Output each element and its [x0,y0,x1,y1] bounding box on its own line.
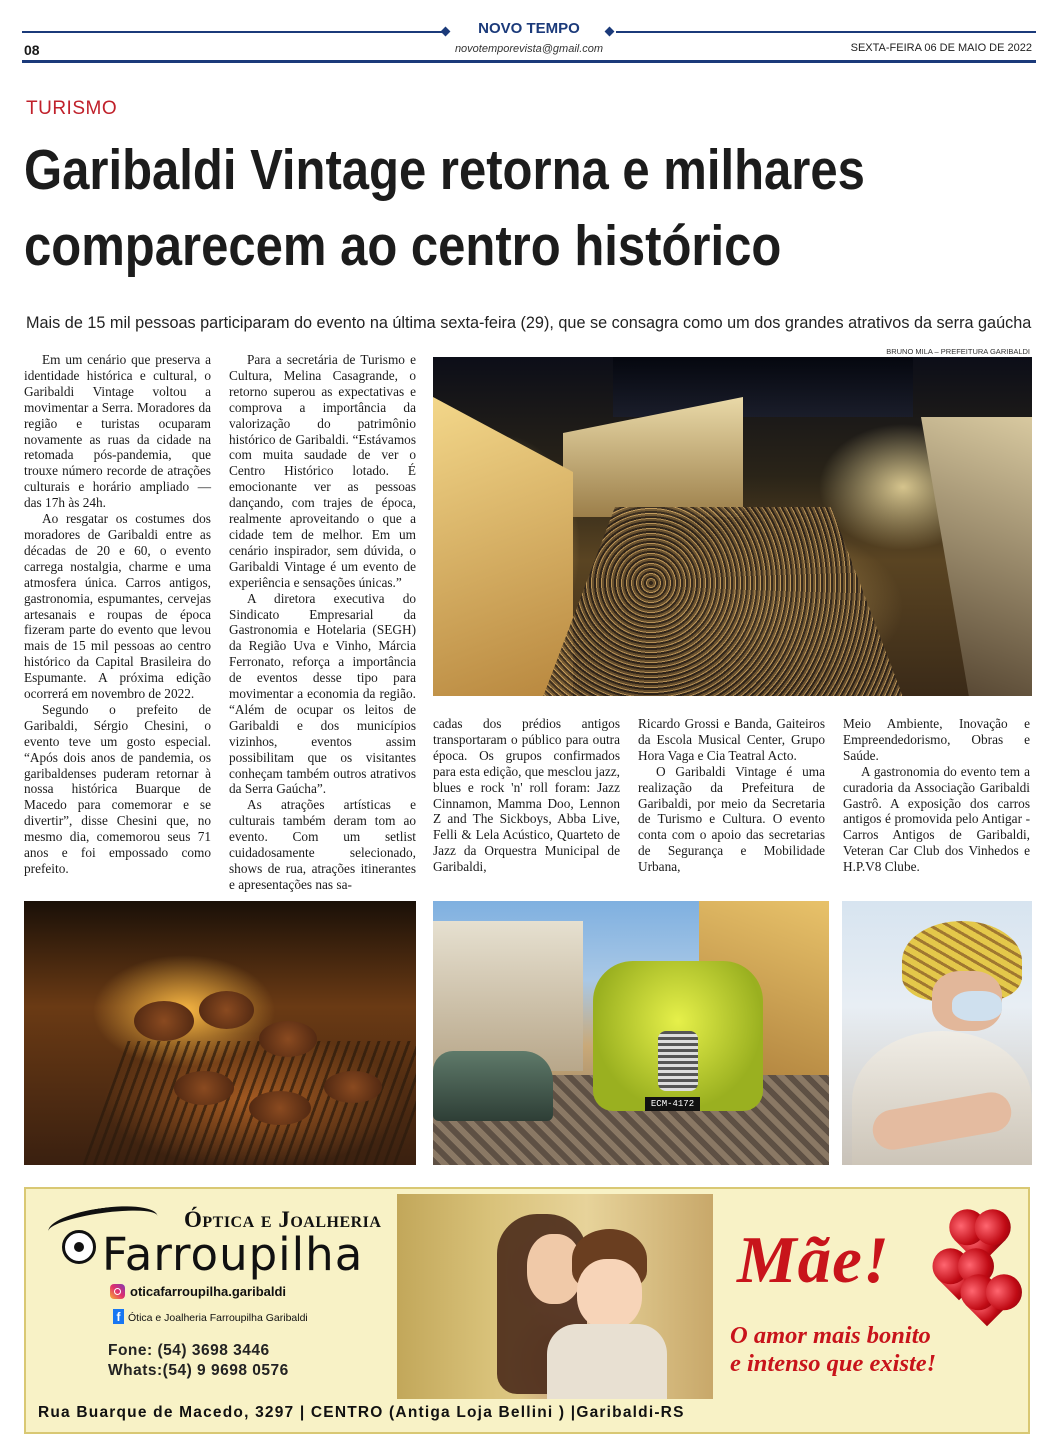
article-standfirst: Mais de 15 mil pessoas participaram do evento na última sexta-feira (29), que se consagra como um dos grandes atrativos da serra gaúcha [26,313,1032,332]
facebook-icon: f [113,1309,124,1324]
ad-mother-child-photo [397,1194,713,1399]
photo-child-face [577,1259,642,1329]
ad-facebook-page[interactable]: Ótica e Joalheria Farroupilha Garibaldi [128,1312,308,1324]
ad-brand-name: Farroupilha [102,1228,364,1281]
paragraph: A gastronomia do evento tem a curadoria da Associação Garibaldi Gastrô. A exposição dos carros antigos é promovida pelo Antigar - Carros Antigos de Garibaldi, Veteran Car Club dos Vinhedos e H.P.V8 Clube. [843,763,1030,875]
photo-vintage-car [433,901,829,1165]
page-number: 08 [24,42,40,58]
article-column-4 [638,716,825,875]
ad-instagram-handle[interactable]: oticafarroupilha.garibaldi [130,1284,287,1299]
photo-night-sky [613,357,913,417]
article-column-2 [229,352,416,893]
photo-food [134,1001,194,1041]
photo-food [174,1071,234,1105]
paragraph: A diretora executiva do Sindicato Empresarial da Gastronomia e Hotelaria (SEGH) da Região Uva e Vinho, Márcia Ferronato, reforça a importância de eventos desse tipo para movimentar a economia da região. “Além de ocupar os leitos de Garibaldi e dos municípios vizinhos, eventos assim possibilitam que os visitantes conheçam também outros atrativos da Serra Gaúcha”. [229,590,416,797]
ad-phone: Fone: (54) 3698 3446 [108,1342,270,1359]
paragraph: O Garibaldi Vintage é uma realização da Prefeitura de Garibaldi, por meio da Secretaria de Turismo e Cultura. O evento conta com o apoio das secretarias de Segurança e Mobilidade Urbana, [638,763,825,875]
photo-child-shirt [547,1324,667,1399]
paragraph: cadas dos prédios antigos transportaram o público para outra época. Os grupos confirmados para esta edição, que mesclou jazz, blues e rock 'n' roll foram: Jazz Cinnamon, Mamma Doo, Lennon Z and The Sickboys, Abba Live, Felli & Lela Acústico, Quarteto de Jazz da Orquestra Municipal de Garibaldi, [433,716,620,875]
ad-whatsapp: Whats:(54) 9 9698 0576 [108,1362,289,1379]
paragraph: Meio Ambiente, Inovação e Empreendedorismo, Obras e Saúde. [843,716,1030,763]
photo-crowd [543,507,903,696]
photo-building [433,397,573,696]
photo-grill-grate [80,1041,416,1165]
publication-name: NOVO TEMPO [478,20,580,37]
photo-food [249,1091,311,1125]
ad-brand-subtitle: Óptica e Joalheria [184,1207,382,1232]
ad-logo-eye-icon [62,1230,96,1264]
article-headline [24,132,893,284]
photo-building [433,921,583,1071]
photo-cook-mask [952,991,1002,1021]
car-plate: ECM-4172 [645,1097,700,1111]
paragraph: Em um cenário que preserva a identidade histórica e cultural, o Garibaldi Vintage voltou a movimentar a Serra. Moradores da região e turistas ocuparam novamente as ruas da cidade na retomada pós-pandemia, que trouxe número recorde de atrações culturais e horário ampliado — das 17h às 24h. [24,352,211,511]
photo-car-grille [658,1031,698,1091]
paragraph: As atrações artísticas e culturais também deram tom ao evento. Com um setlist cuidadosamente selecionado, shows de rua, atrações itinerantes e apresentações nas sa- [229,797,416,892]
paragraph: Ricardo Grossi e Banda, Gaiteiros da Escola Musical Center, Grupo Hora Vaga e Cia Teatral Acto. [638,716,825,763]
header-rule-bottom [22,60,1036,63]
photo-grill [24,901,416,1165]
ad-headline: Mãe! [737,1223,890,1297]
photo-cook [842,901,1032,1165]
paragraph: Segundo o prefeito de Garibaldi, Sérgio Chesini, o evento teve um gosto especial. “Após dois anos de pandemia, os garibaldenses puderam retornar à nossa histórica Buarque de Macedo para comemorar e se divertir”, disse Chesini que, no mesmo dia, comemorou seus 71 anos e foi empossado como prefeito. [24,701,211,876]
section-label: TURISMO [26,98,118,119]
photo-food [324,1071,382,1103]
ad-tagline-line-2: e intenso que existe! [730,1350,937,1377]
photo-building [873,417,1032,696]
article-column-5 [843,716,1030,875]
paragraph: Para a secretária de Turismo e Cultura, Melina Casagrande, o retorno superou as expectativas e comprova a importância da valorização do patrimônio histórico de Garibaldi. “Estávamos com muita saudade de ver o Centro Histórico lotado. É emocionante ver as pessoas dançando, com trajes de época, realmente aproveitando o que a cidade tem de melhor. Em um cenário inspirador, sem dúvida, o Garibaldi Vintage é um evento de experiência e sensações únicas.” [229,352,416,590]
headline-line-1: Garibaldi Vintage retorna e milhares [24,138,865,202]
photo-building [563,397,743,517]
publication-email: novotemporevista@gmail.com [454,43,604,55]
photo-second-car [433,1051,553,1121]
photo-credit: BRUNO MILA – PREFEITURA GARIBALDI [886,347,1030,356]
article-column-1 [24,352,211,877]
photo-food [259,1021,317,1057]
photo-food [199,991,254,1029]
headline-line-2: comparecem ao centro histórico [24,214,782,278]
instagram-icon [110,1284,125,1299]
publication-date: SEXTA-FEIRA 06 DE MAIO DE 2022 [850,42,1032,54]
ad-address: Rua Buarque de Macedo, 3297 | CENTRO (Antiga Loja Bellini ) |Garibaldi-RS [38,1404,685,1421]
paragraph: Ao resgatar os costumes dos moradores de Garibaldi entre as décadas de 20 e 60, o evento carrega nostalgia, charme e uma atmosfera única. Carros antigos, gastronomia, espumantes, cervejas artesanais e roupas de época fizeram parte do evento que levou mais de 15 mil pessoas ao centro histórico da Capital Brasileira do Espumante. A próxima edição ocorrerá em novembro de 2022. [24,511,211,702]
photo-crowd-historic-center [433,357,1032,696]
article-column-3 [433,716,620,875]
ad-tagline-line-1: O amor mais bonito [730,1322,931,1349]
